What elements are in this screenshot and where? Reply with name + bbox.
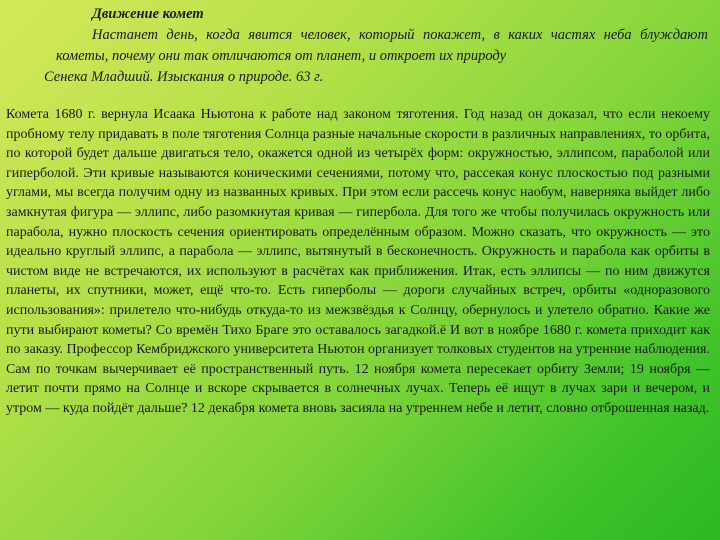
epigraph (44, 4, 708, 88)
epigraph-source: Сенека Младший. Изыскания о природе. 63 г. (44, 69, 324, 85)
main-text: Комета 1680 г. вернула Исаака Ньютона к работе над законом тяготения. Год назад он доказал, что если некоему пробному телу придавать в поле тяготения Солнца разные начальные скорости в различных направлениях, то орбита, по которой будет дальше двигаться тело, окажется одной из четырёх форм: окружностью, эллипсом, параболой или гиперболой. Эти кривые называются коническими сечениями, потому что, рассекая конус плоскостью под разными углами, мы всегда получим одну из названных кривых. При этом если рассечь конус наобум, наверняка выйдет либо замкнутая фигура — эллипс, либо разомкнутая кривая — гипербола. Для того же чтобы получилась окружность или парабола, нужно плоскость сечения ориентировать определённым образом. Можно сказать, что окружность — это идеально круглый эллипс, а парабола — эллипс, вытянутый в бесконечность. Окружность и парабола как орбиты в чистом виде не встречаются, их используют в расчётах как приближения. Итак, есть эллипсы — по ним движутся планеты, их спутники, может, ещё что-то. Есть гиперболы — дороги случайных встреч, орбиты «одноразового использования»: прилетело что-нибудь откуда-то из межзвёздья к Солнцу, обернулось и улетело обратно. Какие же пути выбирают кометы? Со времён Тихо Браге это оставалось загадкой.ё И вот в ноябре 1680 г. комета приходит как по заказу. Профессор Кембриджского университета Ньютон организует толковых студентов на утренние наблюдения. Сам по точкам вычерчивает её пространственный путь. 12 ноября комета пересекает орбиту Земли; 19 ноября — летит почти прямо на Солнце и вскоре скрывается в солнечных лучах. Теперь её ищут в лучах зари и вечером, и утром — куда пойдёт дальше? 12 декабря комета вновь засияла на утреннем небе и летит, словно отброшенная назад. (6, 107, 710, 416)
epigraph-title: Движение комет (92, 6, 204, 22)
epigraph-quote: Настанет день, когда явится человек, который покажет, в каких частях неба блуждают кометы, почему они так отличаются от планет, и откроет их природу (56, 27, 708, 64)
